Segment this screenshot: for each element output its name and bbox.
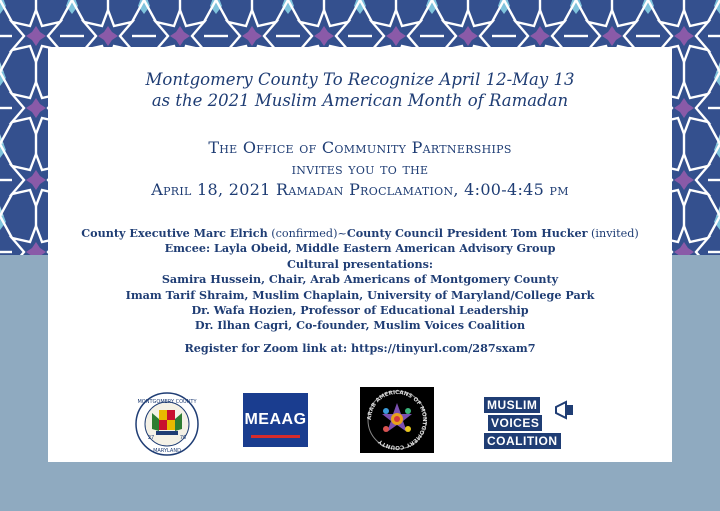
exec-status: (confirmed) [271, 227, 338, 240]
office-line-3: April 18, 2021 Ramadan Proclamation, 4:00-4:45 pm [151, 180, 569, 199]
muslim-voices-coalition-logo [484, 397, 578, 448]
emcee-line: Emcee: Layla Obeid, Middle Eastern American Advisory Group [164, 241, 556, 256]
speaker-separator: ~ [337, 227, 347, 240]
seal-top-text: MONTGOMERY COUNTY [137, 399, 197, 405]
presenter-line: Dr. Wafa Hozien, Professor of Educational Leadership [191, 303, 529, 318]
arab-ring-text: ARAB AMERICANS OF MONTGOMERY COUNTY [366, 389, 428, 451]
seal-bottom-text: MARYLAND [153, 448, 181, 454]
office-invitation [48, 137, 672, 200]
council-name: County Council President Tom Hucker [346, 226, 588, 240]
seal-year-right: 76 [179, 435, 187, 441]
presenter-line: Imam Tarif Shraim, Muslim Chaplain, University of Maryland/College Park [125, 287, 595, 302]
sponsor-logos [48, 387, 672, 457]
headline-line-1: Montgomery County To Recognize April 12-May 13 [145, 70, 575, 89]
cultural-heading: Cultural presentations: [286, 256, 434, 271]
office-line-2: invites you to the [291, 159, 429, 178]
seal-year-left: 27 [147, 435, 155, 441]
headline [48, 69, 672, 111]
exec-name: County Executive Marc Elrich [81, 226, 268, 240]
megaphone-icon [554, 399, 576, 421]
meaag-logo [243, 393, 308, 447]
mvc-line-2: VOICES [488, 415, 542, 431]
arab-americans-logo [360, 387, 434, 453]
headline-line-2: as the 2021 Muslim American Month of Ramadan [151, 91, 569, 110]
meaag-stripe [251, 435, 300, 438]
invitation-card [48, 47, 672, 462]
presenter-line: Samira Hussein, Chair, Arab Americans of Montgomery County [161, 272, 559, 287]
register-zoom-link: Register for Zoom link at: https://tinyurl.com/287sxam7 [184, 340, 536, 355]
meaag-text: MEAAG [244, 411, 307, 428]
speaker-details [48, 226, 672, 334]
executive-line [48, 226, 672, 241]
office-line-1: The Office of Community Partnerships [208, 138, 512, 157]
presenter-line: Dr. Ilhan Cagri, Co-founder, Muslim Voices Coalition [194, 318, 526, 333]
montgomery-county-seal-logo [132, 391, 202, 457]
mvc-line-3: COALITION [484, 433, 561, 449]
council-status: (invited) [591, 227, 639, 240]
mvc-line-1: MUSLIM [484, 397, 540, 413]
